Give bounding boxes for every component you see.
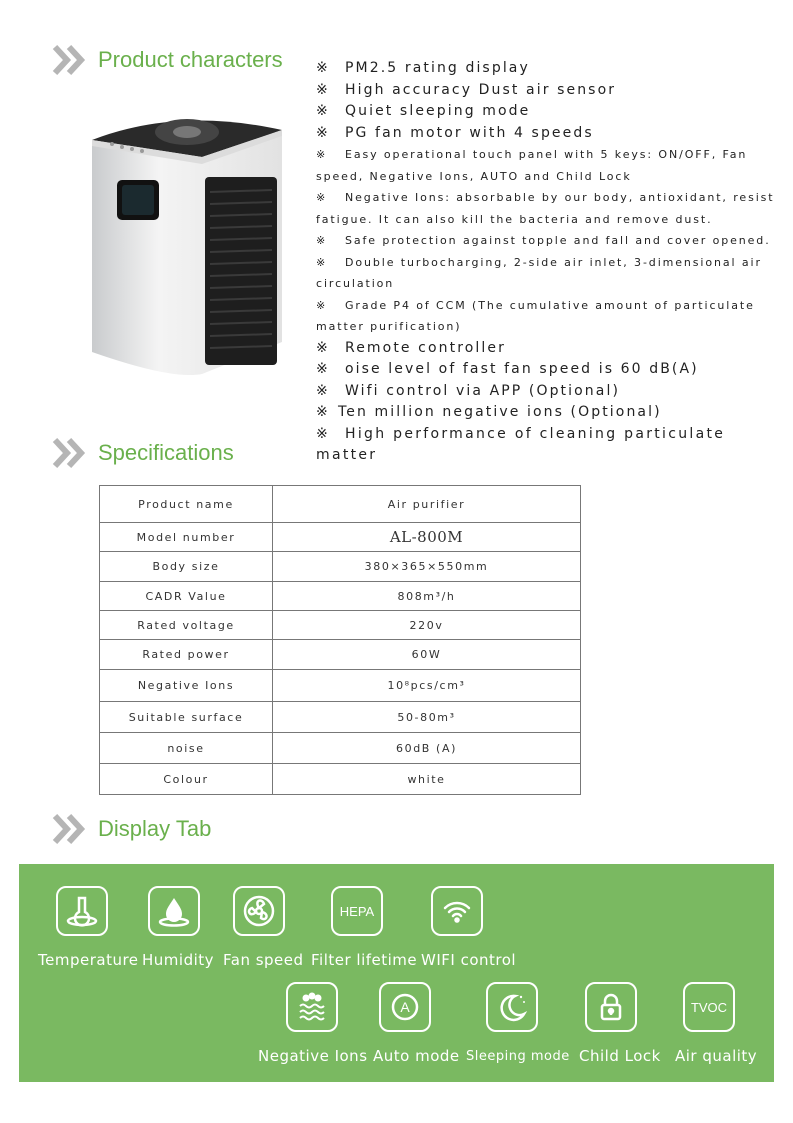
feature-item: ※ oise level of fast fan speed is 60 dB(A)	[316, 361, 699, 377]
sleeping-moon-icon	[486, 982, 538, 1032]
label-temperature: Temperature	[38, 951, 139, 969]
air-purifier-image	[82, 102, 292, 382]
label-negative-ions: Negative Ions	[258, 1047, 368, 1065]
display-tab-heading	[52, 813, 211, 845]
feature-item: ※ High performance of cleaning particulate matter	[316, 425, 726, 463]
feature-item: ※ Grade P4 of CCM (The cumulative amount of particulate matter purification)	[316, 298, 755, 333]
child-lock-icon	[585, 982, 637, 1032]
auto-mode-icon	[379, 982, 431, 1032]
table-row: Rated power 60W	[100, 640, 581, 670]
table-row: Body size 380×365×550mm	[100, 552, 581, 582]
tvoc-icon: TVOC	[683, 982, 735, 1032]
section-title: Specifications	[98, 440, 234, 465]
specifications-table	[99, 485, 581, 795]
label-fan-speed: Fan speed	[223, 951, 304, 969]
table-row: Model number AL-800M	[100, 523, 581, 552]
double-chevron-icon	[52, 437, 88, 469]
feature-list	[316, 58, 776, 467]
temperature-icon	[56, 886, 108, 936]
feature-item: ※ Negative Ions: absorbable by our body, antioxidant, resist fatigue. It can also kill the bacteria and remove dust.	[316, 191, 775, 226]
label-auto-mode: Auto mode	[373, 1047, 460, 1065]
table-row: Colour white	[100, 764, 581, 795]
table-row: Suitable surface 50-80m³	[100, 702, 581, 733]
feature-item: ※ Remote controller	[316, 339, 506, 356]
table-row: noise 60dB (A)	[100, 733, 581, 764]
label-filter-lifetime: Filter lifetime	[311, 951, 418, 969]
section-title: Product characters	[98, 47, 283, 72]
feature-item: ※ PM2.5 rating display	[316, 60, 530, 76]
hepa-filter-icon: HEPA	[331, 886, 383, 936]
double-chevron-icon	[52, 44, 88, 76]
section-title: Display Tab	[98, 816, 212, 841]
feature-item: ※ Safe protection against topple and fall and cover opened.	[316, 234, 771, 247]
feature-item: ※ High accuracy Dust air sensor	[316, 81, 617, 98]
feature-item: ※ Easy operational touch panel with 5 keys: ON/OFF, Fan speed, Negative Ions, AUTO and Child Lock	[316, 148, 748, 183]
double-chevron-icon	[52, 813, 88, 845]
feature-item: ※ Ten million negative ions (Optional)	[316, 404, 662, 420]
negative-ions-icon	[286, 982, 338, 1032]
wifi-icon	[431, 886, 483, 936]
feature-item: ※ PG fan motor with 4 speeds	[316, 124, 594, 141]
svg-text:A: A	[400, 999, 410, 1015]
label-child-lock: Child Lock	[579, 1047, 661, 1065]
feature-item: ※ Wifi control via APP (Optional)	[316, 382, 621, 399]
humidity-icon	[148, 886, 200, 936]
label-wifi-control: WIFI control	[421, 951, 517, 969]
table-row: Product name Air purifier	[100, 486, 581, 523]
display-tab-panel	[19, 864, 774, 1082]
product-characters-heading	[52, 44, 283, 76]
table-row: CADR Value 808m³/h	[100, 582, 581, 611]
label-air-quality: Air quality	[675, 1047, 758, 1065]
label-humidity: Humidity	[142, 951, 215, 969]
table-row: Rated voltage 220v	[100, 611, 581, 640]
label-sleeping-mode: Sleeping mode	[466, 1049, 570, 1064]
feature-item: ※ Double turbocharging, 2-side air inlet, 3-dimensional air circulation	[316, 255, 762, 290]
fan-icon	[233, 886, 285, 936]
table-row: Negative Ions 10⁸pcs/cm³	[100, 670, 581, 702]
specifications-heading	[52, 437, 234, 469]
feature-item: ※ Quiet sleeping mode	[316, 103, 531, 119]
